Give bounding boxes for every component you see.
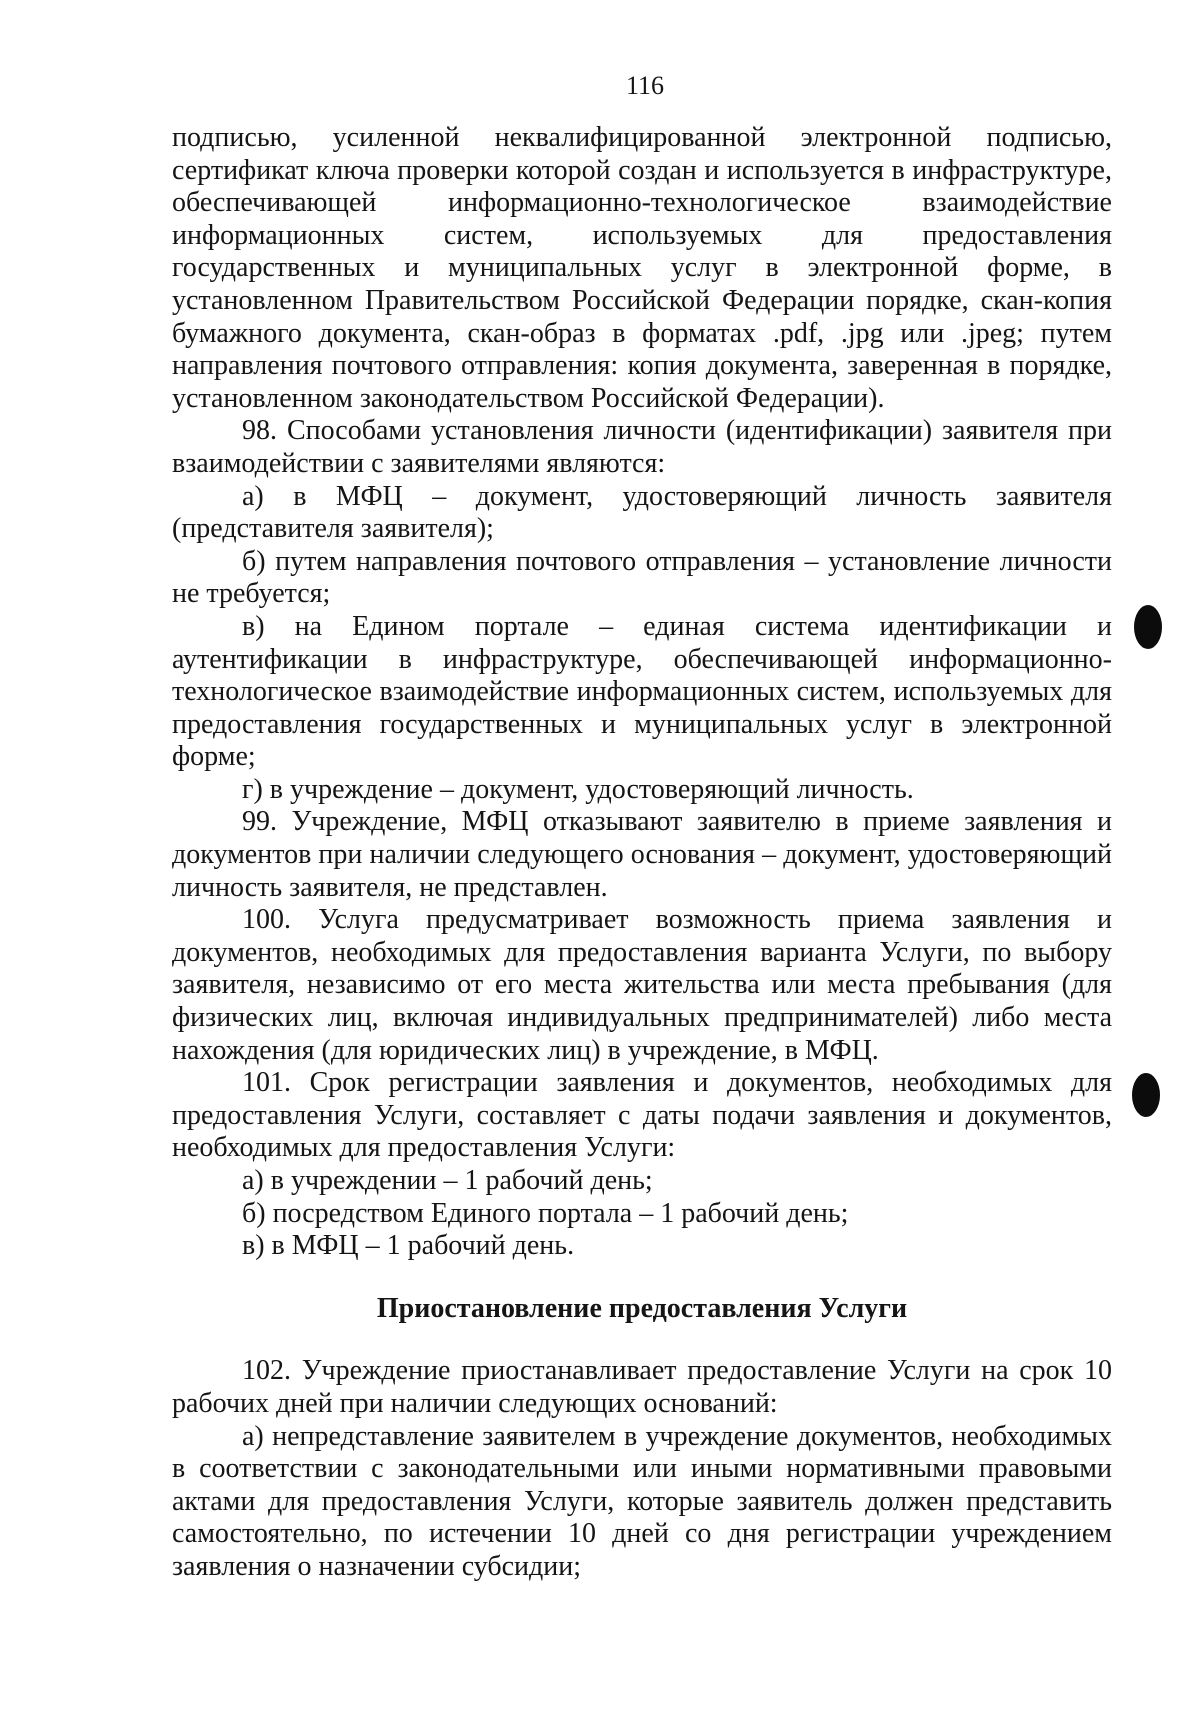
paragraph: б) посредством Единого портала – 1 рабочий день;	[242, 1197, 849, 1229]
paragraph: а) непредставление заявителем в учреждение документов, необходимых в соответствии с законодательными или иными нормативными правовыми актами для предоставления Услуги, которые заявитель должен представить самостоятельно, по истечении 10 дней со дня регистрации учреждением заявления о назначении субсидии;	[172, 1420, 1112, 1582]
section-heading: Приостановление предоставления Услуги	[376, 1292, 908, 1324]
punch-hole-mark	[1132, 1073, 1160, 1117]
paragraph: 100. Услуга предусматривает возможность приема заявления и документов, необходимых для предоставления варианта Услуги, по выбору заявителя, независимо от его места жительства или места пребывания (для физических лиц, включая индивидуальных предпринимателей) либо места нахождения (для юридических лиц) в учреждение, в МФЦ.	[172, 904, 1112, 1066]
paragraph: 102. Учреждение приостанавливает предоставление Услуги на срок 10 рабочих дней при наличии следующих оснований:	[172, 1355, 1112, 1419]
paragraph: б) путем направления почтового отправления – установление личности не требуется;	[172, 545, 1112, 610]
paragraph: 101. Срок регистрации заявления и документов, необходимых для предоставления Услуги, составляет с даты подачи заявления и документов, необходимых для предоставления Услуги:	[172, 1067, 1112, 1164]
punch-hole-mark	[1134, 605, 1162, 649]
paragraph: 98. Способами установления личности (идентификации) заявителя при взаимодействии с заявителями являются:	[172, 415, 1112, 479]
document-body	[172, 122, 1112, 1584]
paragraph: а) в МФЦ – документ, удостоверяющий личность заявителя (представителя заявителя);	[172, 480, 1112, 545]
paragraph: г) в учреждение – документ, удостоверяющий личность.	[242, 773, 914, 805]
paragraph: подписью, усиленной неквалифицированной электронной подписью, сертификат ключа проверки которой создан и используется в инфраструктуре, обеспечивающей информационно-технологическое взаимодействие информационных систем, используемых для предоставления государственных и муниципальных услуг в электронной форме, в установленном Правительством Российской Федерации порядке, скан-копия бумажного документа, скан-образ в форматах .pdf, .jpg или .jpeg; путем направления почтового отправления: копия документа, заверенная в порядке, установленном законодательством Российской Федерации).	[172, 122, 1112, 414]
page-number: 116	[625, 71, 665, 100]
paragraph: в) на Едином портале – единая система идентификации и аутентификации в инфраструктуре, обеспечивающей информационно-технологическое взаимодействие информационных систем, используемых для предоставления государственных и муниципальных услуг в электронной форме;	[172, 610, 1112, 773]
paragraph: в) в МФЦ – 1 рабочий день.	[242, 1230, 575, 1262]
paragraph: 99. Учреждение, МФЦ отказывают заявителю в приеме заявления и документов при наличии следующего основания – документ, удостоверяющий личность заявителя, не представлен.	[172, 806, 1112, 903]
paragraph: а) в учреждении – 1 рабочий день;	[242, 1165, 653, 1196]
